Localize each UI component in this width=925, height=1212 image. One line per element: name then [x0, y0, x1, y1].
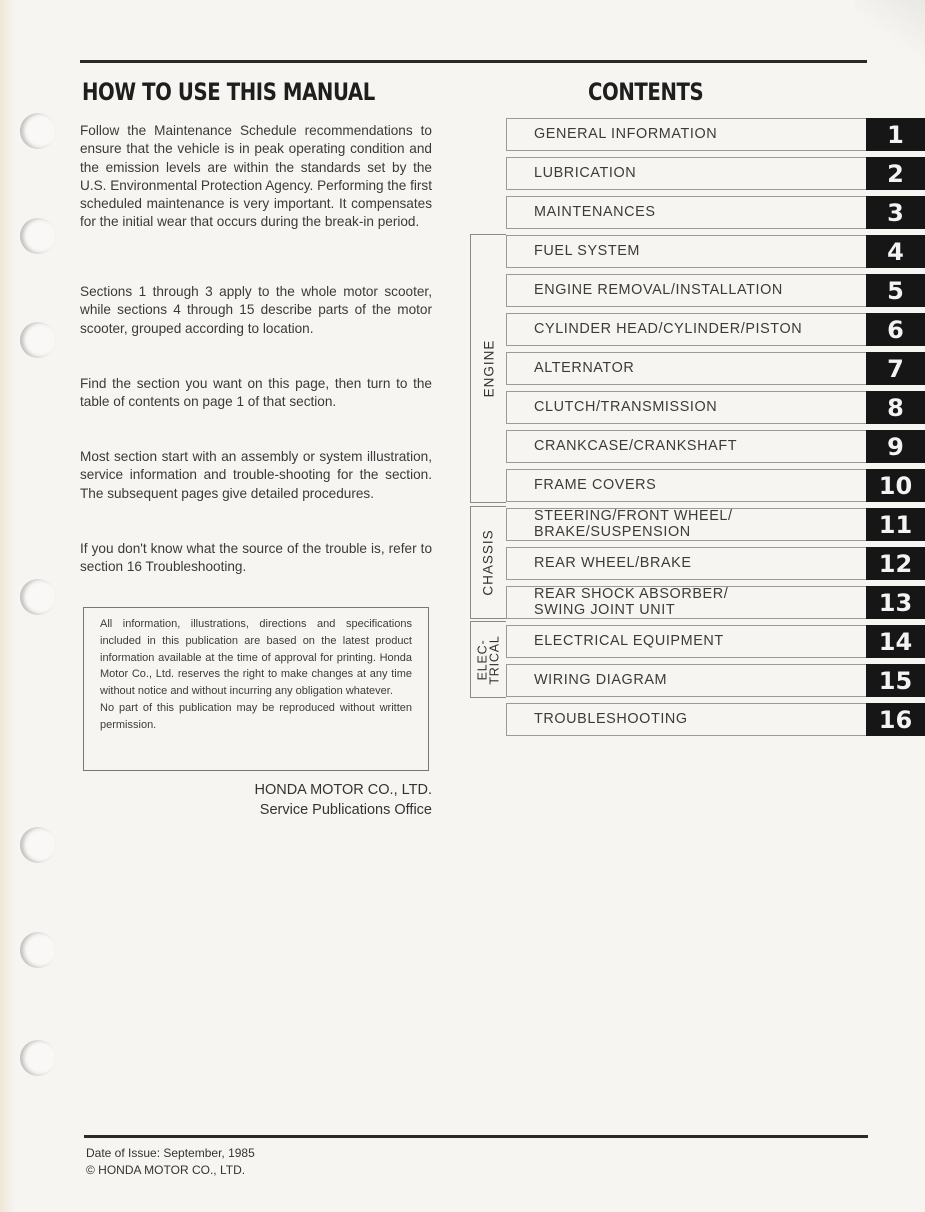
group-label-line: ELEC- — [475, 639, 490, 680]
toc-label-line: STEERING/FRONT WHEEL/ — [534, 508, 733, 524]
section-tab-4[interactable]: 4 — [866, 235, 925, 268]
toc-label: FUEL SYSTEM — [534, 242, 641, 259]
toc-label — [534, 509, 862, 540]
toc-label: REAR WHEEL/BRAKE — [534, 554, 692, 571]
section-tab-11[interactable]: 11 — [866, 508, 925, 541]
toc-row-engine-removal[interactable] — [506, 274, 866, 307]
punch-hole — [20, 579, 56, 615]
copyright: © HONDA MOTOR CO., LTD. — [86, 1163, 246, 1177]
punch-hole — [20, 827, 56, 863]
publisher-office: Service Publications Office — [259, 802, 432, 818]
issue-block — [86, 1145, 255, 1179]
toc-label: GENERAL INFORMATION — [534, 125, 718, 142]
toc-row-maintenances[interactable] — [506, 196, 866, 229]
toc-row-steering[interactable] — [506, 508, 866, 541]
toc-row-frame-covers[interactable] — [506, 469, 866, 502]
toc-label: TROUBLESHOOTING — [534, 710, 688, 727]
toc-label-line: REAR SHOCK ABSORBER/ — [534, 586, 729, 602]
toc-row-electrical-equipment[interactable] — [506, 625, 866, 658]
toc-row-clutch-transmission[interactable] — [506, 391, 866, 424]
notice-text: All information, illustrations, directions and specifications included in this publication are based on the latest product information available at the time of approval for printing. Honda Motor Co., Ltd. reserves the right to make changes at any time without notice and without incurring any obligation whatever. — [100, 618, 412, 698]
punch-hole — [20, 1040, 56, 1076]
section-tab-1[interactable]: 1 — [866, 118, 925, 151]
group-label-line: TRICAL — [487, 634, 502, 685]
publisher-block — [254, 780, 432, 820]
punch-hole — [20, 932, 56, 968]
punch-hole — [20, 322, 56, 358]
toc-label: CYLINDER HEAD/CYLINDER/PISTON — [534, 320, 803, 337]
toc-row-general-information[interactable] — [506, 118, 866, 151]
section-tab-3[interactable]: 3 — [866, 196, 925, 229]
how-to-use-title: HOW TO USE THIS MANUAL — [82, 78, 375, 106]
toc-label: ELECTRICAL EQUIPMENT — [534, 632, 724, 649]
toc-row-cylinder-head[interactable] — [506, 313, 866, 346]
toc-label: CLUTCH/TRANSMISSION — [534, 398, 718, 415]
punch-hole — [20, 113, 56, 149]
section-tab-5[interactable]: 5 — [866, 274, 925, 307]
punch-hole — [20, 218, 56, 254]
top-rule — [80, 60, 867, 63]
section-tab-2[interactable]: 2 — [866, 157, 925, 190]
contents-title: CONTENTS — [588, 78, 704, 106]
toc-row-rear-wheel[interactable] — [506, 547, 866, 580]
troubleshooting-paragraph: If you don't know what the source of the trouble is, refer to section 16 Troubleshooting. — [80, 541, 432, 575]
section-structure-paragraph: Most section start with an assembly or system illustration, service information and trouble-shooting for the section. The subsequent pages give detailed procedures. — [80, 449, 432, 501]
toc-label: WIRING DIAGRAM — [534, 671, 668, 688]
toc-label — [534, 587, 862, 618]
publisher-name: HONDA MOTOR CO., LTD. — [254, 782, 432, 798]
toc-row-crankcase[interactable] — [506, 430, 866, 463]
group-label: CHASSIS — [481, 529, 496, 596]
page-corner — [855, 0, 925, 60]
toc-row-fuel-system[interactable] — [506, 235, 866, 268]
toc-label-line: SWING JOINT UNIT — [534, 601, 676, 618]
toc-label: FRAME COVERS — [534, 476, 657, 493]
bottom-rule — [84, 1135, 868, 1138]
toc-label: LUBRICATION — [534, 164, 637, 181]
section-tab-13[interactable]: 13 — [866, 586, 925, 619]
notice-text: No part of this publication may be reproduced without written permission. — [100, 701, 412, 731]
notice-box — [83, 607, 429, 771]
toc-row-alternator[interactable] — [506, 352, 866, 385]
section-tab-9[interactable]: 9 — [866, 430, 925, 463]
intro-paragraph: Follow the Maintenance Schedule recommendations to ensure that the vehicle is in peak operating condition and the emission levels are within the standards set by the U.S. Environmental Protection Agency. Performing the first scheduled maintenance is very important. It compensates for the initial wear that occurs during the break-in period. — [80, 123, 432, 230]
issue-date: Date of Issue: September, 1985 — [86, 1146, 255, 1160]
section-tab-16[interactable]: 16 — [866, 703, 925, 736]
section-tab-6[interactable]: 6 — [866, 313, 925, 346]
group-electrical — [470, 621, 506, 698]
group-engine — [470, 234, 506, 503]
toc-row-troubleshooting[interactable] — [506, 703, 866, 736]
section-tab-10[interactable]: 10 — [866, 469, 925, 502]
find-section-paragraph: Find the section you want on this page, then turn to the table of contents on page 1 of that section. — [80, 376, 432, 410]
toc-label: MAINTENANCES — [534, 203, 656, 220]
section-tab-12[interactable]: 12 — [866, 547, 925, 580]
toc-label: CRANKCASE/CRANKSHAFT — [534, 437, 738, 454]
group-chassis — [470, 506, 506, 619]
section-tab-14[interactable]: 14 — [866, 625, 925, 658]
section-tab-7[interactable]: 7 — [866, 352, 925, 385]
page-edge — [0, 0, 14, 1212]
toc-label: ENGINE REMOVAL/INSTALLATION — [534, 281, 783, 298]
toc-label-line: BRAKE/SUSPENSION — [534, 523, 691, 540]
group-label: ENGINE — [481, 339, 497, 398]
section-tab-15[interactable]: 15 — [866, 664, 925, 697]
group-label — [477, 635, 501, 684]
toc-row-rear-shock[interactable] — [506, 586, 866, 619]
toc-label: ALTERNATOR — [534, 359, 635, 376]
toc-row-lubrication[interactable] — [506, 157, 866, 190]
section-tab-8[interactable]: 8 — [866, 391, 925, 424]
toc-row-wiring-diagram[interactable] — [506, 664, 866, 697]
sections-paragraph: Sections 1 through 3 apply to the whole motor scooter, while sections 4 through 15 describe parts of the motor scooter, grouped according to location. — [80, 284, 432, 336]
